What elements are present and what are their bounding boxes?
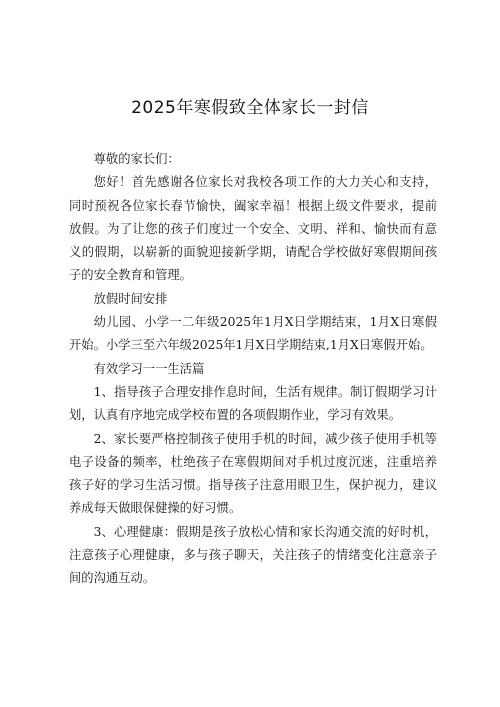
letter-body [69,148,437,591]
paragraph-greeting: 您好！首先感谢各位家长对我校各项工作的大力关心和支持，同时预祝各位家长春节愉快，阖家幸福！根据上级文件要求，提前放假。为了让您的孩子们度过一个安全、文明、祥和、愉快而有意义的假期，以崭新的面貌迎接新学期，请配合学校做好寒假期间孩子的安全教育和管理。 [69,175,437,283]
paragraph-item-1: 1、指导孩子合理安排作息时间，生活有规律。制订假期学习计划，认真有序地完成学校布置的各项假期作业，学习有效果。 [69,384,437,423]
paragraph-holiday-schedule: 幼儿园、小学一二年级2025年1月X日学期结束，1月X日寒假开始。小学三至六年级2025年1月X日学期结束,1月X日寒假开始。 [69,315,437,353]
paragraph-item-2: 2、家长要严格控制孩子使用手机的时间，减少孩子使用手机等电子设备的频率，杜绝孩子在寒假期间对手机过度沉迷，注重培养孩子好的学习生活习惯。指导孩子注意用眼卫生，保护视力，建议养成每天做眼保健操的好习惯。 [69,431,437,516]
document-title: 2025年寒假致全体家长一封信 [131,98,369,118]
salutation: 尊敬的家长们： [93,152,180,166]
section-heading-holiday-schedule: 放假时间安排 [93,291,168,306]
paragraph-item-3: 3、心理健康：假期是孩子放松心情和家长沟通交流的好时机，注意孩子心理健康，多与孩子聊天，关注孩子的情绪变化注意亲子间的沟通互动。 [69,524,437,586]
section-heading-effective-learning: 有效学习一一生活篇 [93,361,205,376]
